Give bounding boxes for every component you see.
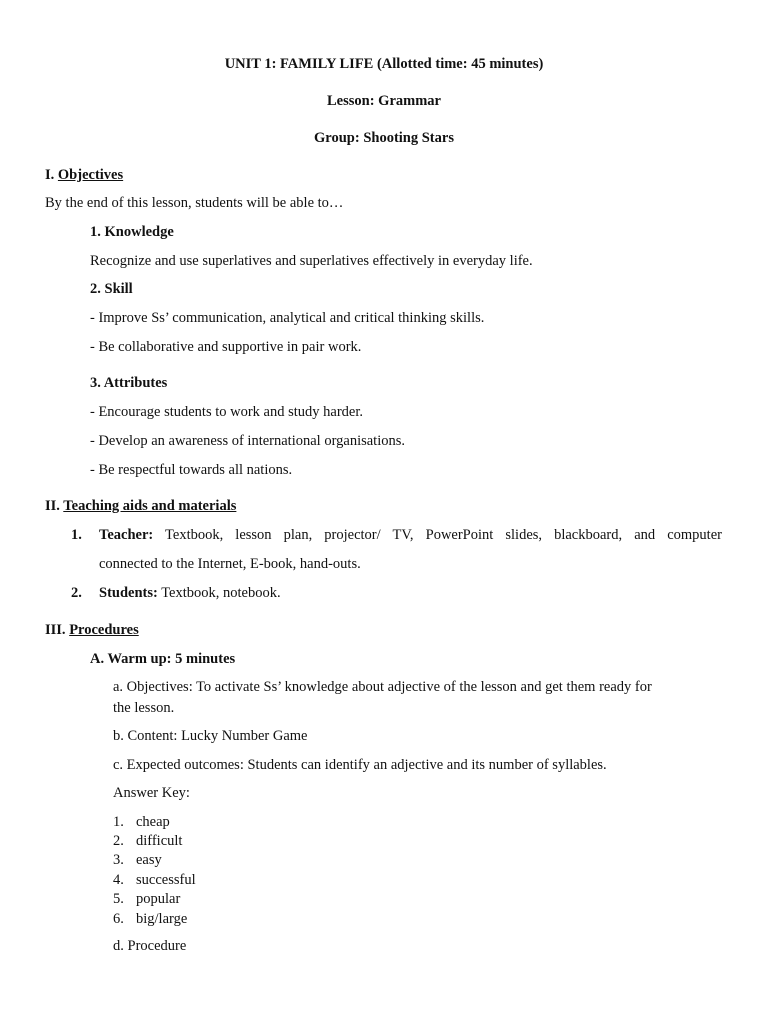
answer-key-item [113, 813, 170, 831]
lesson-title: Lesson: Grammar [327, 93, 441, 109]
answer-key-item [113, 871, 196, 889]
skill-item: - Improve Ss’ communication, analytical and critical thinking skills. [90, 310, 485, 326]
answer-key-word: big/large [136, 911, 188, 927]
warmup-heading: A. Warm up: 5 minutes [90, 651, 236, 667]
answer-key-number: 5. [113, 891, 124, 907]
answer-key-word: easy [136, 852, 162, 868]
attributes-heading: 3. Attributes [90, 375, 168, 391]
teacher-text: Textbook, lesson plan, projector/ TV, PowerPoint slides, blackboard, and computer [165, 527, 722, 543]
answer-key-item [113, 851, 162, 869]
knowledge-text: Recognize and use superlatives and superlatives effectively in everyday life. [90, 253, 533, 269]
objectives-heading [45, 166, 123, 184]
attributes-item: - Encourage students to work and study harder. [90, 404, 364, 420]
warmup-objectives: a. Objectives: To activate Ss’ knowledge about adjective of the lesson and get them ready for [113, 679, 652, 695]
teacher-number: 1. [71, 527, 82, 543]
answer-key-word: popular [136, 891, 181, 907]
answer-key-number: 4. [113, 872, 124, 888]
teaching-aids-roman: II. [45, 498, 60, 514]
answer-key-number: 1. [113, 814, 124, 830]
unit-title: UNIT 1: FAMILY LIFE (Allotted time: 45 minutes) [224, 56, 544, 72]
students-line [99, 584, 281, 602]
warmup-outcomes: c. Expected outcomes: Students can identify an adjective and its number of syllables. [113, 757, 607, 773]
knowledge-heading: 1. Knowledge [90, 224, 174, 240]
procedures-roman: III. [45, 622, 66, 638]
teacher-label: Teacher: [99, 527, 154, 543]
procedures-heading [45, 621, 139, 639]
students-label: Students: [99, 585, 158, 601]
procedures-title: Procedures [69, 622, 139, 638]
answer-key-word: cheap [136, 814, 170, 830]
students-number: 2. [71, 585, 82, 601]
answer-key-number: 3. [113, 852, 124, 868]
attributes-item: - Develop an awareness of international organisations. [90, 433, 406, 449]
answer-key-item [113, 910, 187, 928]
objectives-roman: I. [45, 167, 55, 183]
skill-item: - Be collaborative and supportive in pair work. [90, 339, 362, 355]
teacher-line [99, 526, 722, 544]
warmup-objectives-continued: the lesson. [113, 700, 175, 716]
answer-key-word: successful [136, 872, 196, 888]
answer-key-label: Answer Key: [113, 785, 190, 801]
teacher-text-continued: connected to the Internet, E-book, hand-outs. [99, 556, 361, 572]
answer-key-number: 2. [113, 833, 124, 849]
attributes-item: - Be respectful towards all nations. [90, 462, 293, 478]
group-title: Group: Shooting Stars [314, 130, 454, 146]
skill-heading: 2. Skill [90, 281, 133, 297]
students-text: Textbook, notebook. [161, 585, 281, 601]
objectives-intro: By the end of this lesson, students will be able to… [45, 195, 344, 211]
warmup-content: b. Content: Lucky Number Game [113, 728, 308, 744]
teaching-aids-title: Teaching aids and materials [63, 498, 237, 514]
objectives-title: Objectives [57, 167, 124, 183]
answer-key-word: difficult [136, 833, 183, 849]
answer-key-number: 6. [113, 911, 124, 927]
answer-key-item [113, 890, 180, 908]
teaching-aids-heading [45, 497, 236, 515]
answer-key-item [113, 832, 182, 850]
procedure-label: d. Procedure [113, 938, 187, 954]
